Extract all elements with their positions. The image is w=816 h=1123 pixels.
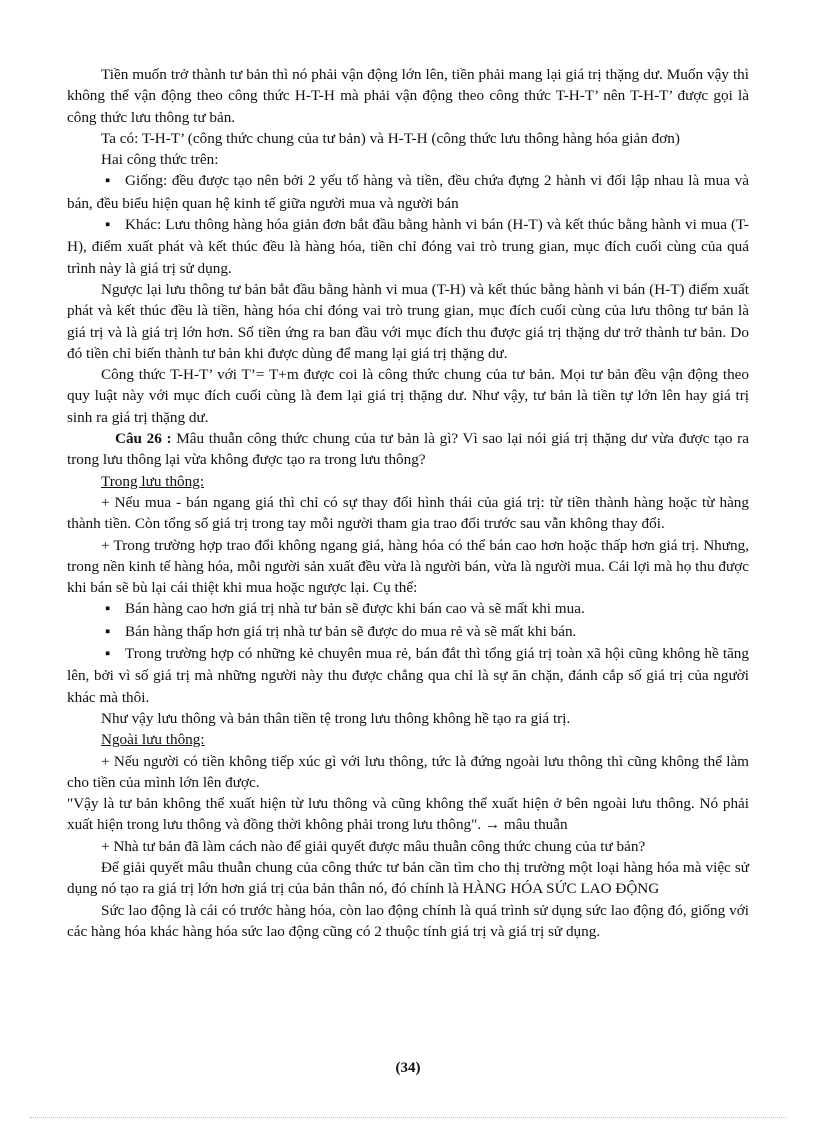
paragraph: ▪ Bán hàng thấp hơn giá trị nhà tư bản sẽ được do mua rẻ và sẽ mất khi bán.	[67, 621, 749, 643]
section-heading-outside-circulation: Ngoài lưu thông:	[101, 731, 205, 749]
paragraph: Như vậy lưu thông và bản thân tiền tệ trong lưu thông không hề tạo ra giá trị.	[101, 709, 571, 727]
paragraph: + Nhà tư bản đã làm cách nào để giải quyết được mâu thuẫn công thức chung của tư bản?	[101, 837, 646, 855]
paragraph: Tiền muốn trở thành tư bản thì nó phải vận động lớn lên, tiền phải mang lại giá trị thặng dư. Muốn vậy thì không thể vận động theo công thức H-T-H mà phải vận động theo công thức T-H-T’ nên T-H-T’ được gọi là công thức lưu thông tư bản.	[67, 66, 749, 126]
paragraph: ▪ Giống: đều được tạo nên bởi 2 yếu tố hàng và tiền, đều chứa đựng 2 hành vi đối lập nhau là mua và bán, đều biểu hiện quan hệ kinh tế giữa người mua và người bán	[67, 170, 749, 214]
paragraph: ▪ Khác: Lưu thông hàng hóa giản đơn bắt đầu bằng hành vi bán (H-T) và kết thúc bằng hành vi mua (T-H), điểm xuất phát và kết thúc đều là hàng hóa, tiền chỉ đóng vai trò trung gian, mục đích cuối cùng của quá trình này là giá trị sử dụng.	[67, 214, 749, 279]
paragraph: + Trong trường hợp trao đổi không ngang giá, hàng hóa có thể bán cao hơn hoặc thấp hơn giá trị. Nhưng, trong nền kinh tế hàng hóa, mỗi người sản xuất đều vừa là người bán, vừa là người mua. Cái lợi mà họ thu được khi bán sẽ bù lại cái thiệt khi mua hoặc ngược lại. Cụ thể:	[67, 536, 749, 597]
in-circulation-section	[67, 492, 749, 729]
paragraph: + Nếu mua - bán ngang giá thì chỉ có sự thay đổi hình thái của giá trị: từ tiền thành hàng hoặc từ hàng thành tiền. Còn tổng số giá trị trong tay mỗi người tham gia trao đổi trước sau vẫn không thay đổi.	[67, 493, 749, 533]
document-body	[67, 64, 749, 942]
paragraph: ▪ Bán hàng cao hơn giá trị nhà tư bản sẽ được khi bán cao và sẽ mất khi mua.	[67, 598, 749, 620]
paragraph: Công thức T-H-T’ với T’= T+m được coi là công thức chung của tư bản. Mọi tư bản đều vận động theo quy luật này với mục đích cuối cùng là đem lại giá trị thặng dư. Như vậy, tư bản là tiền tự lớn lên hay giá trị sinh ra giá trị thặng dư.	[67, 366, 749, 426]
paragraph: Để giải quyết mâu thuẫn chung của công thức tư bản cần tìm cho thị trường một loại hàng hóa mà việc sử dụng nó tạo ra giá trị lớn hơn giá trị của bản thân nó, đó chính là HÀNG HÓA SỨC LAO ĐỘNG	[67, 858, 749, 898]
paragraph: Sức lao động là cái có trước hàng hóa, còn lao động chính là quá trình sử dụng sức lao động đó, giống với các hàng hóa khác hàng hóa sức lao động cũng có 2 thuộc tính giá trị và giá trị sử dụng.	[67, 901, 749, 940]
paragraph: Ngược lại lưu thông tư bản bắt đầu bằng hành vi mua (T-H) và kết thúc bằng hành vi bán (H-T) điểm xuất phát và kết thúc đều là tiền, hàng hóa chỉ đóng vai trò trung gian, mục đích cuối cùng của lưu thông tư bản là giá trị và là giá trị lớn hơn. Số tiền ứng ra ban đầu với mục đích thu được giá trị thặng dư trở thành tư bản. Do đó tiền chỉ biến thành tư bản khi được dùng để mang lại giá trị thặng dư.	[67, 280, 749, 362]
intro-section	[67, 64, 749, 428]
paragraph: "Vậy là tư bản không thể xuất hiện từ lưu thông và cũng không thể xuất hiện ở bên ngoài lưu thông. Nó phải xuất hiện trong lưu thông và đồng thời không phải trong lưu thông". → mâu thuẫn	[67, 795, 749, 834]
page-number: (34)	[395, 1060, 421, 1076]
outside-circulation-section	[67, 751, 749, 943]
section-heading-in-circulation: Trong lưu thông:	[101, 472, 205, 490]
paragraph: Ta có: T-H-T’ (công thức chung của tư bản) và H-T-H (công thức lưu thông hàng hóa giản đơn)	[101, 129, 680, 147]
paragraph: ▪ Trong trường hợp có những kẻ chuyên mua rẻ, bán đắt thì tổng giá trị toàn xã hội cũng không hề tăng lên, bởi vì số giá trị mà những người này thu được chẳng qua chỉ là sự ăn chặn, đánh cắp số giá trị của người khác mà thôi.	[67, 643, 749, 708]
paragraph: Hai công thức trên:	[101, 151, 219, 169]
paragraph: + Nếu người có tiền không tiếp xúc gì với lưu thông, tức là đứng ngoài lưu thông thì cũng không thể làm cho tiền của mình lớn lên được.	[67, 752, 749, 791]
footer-divider	[30, 1117, 786, 1118]
question-label: Câu 26 :	[115, 430, 172, 448]
question-26	[67, 428, 749, 471]
question-text: Mâu thuẫn công thức chung của tư bản là gì? Vì sao lại nói giá trị thặng dư vừa được tạo ra trong lưu thông lại vừa không được tạo ra trong lưu thông?	[67, 430, 749, 469]
